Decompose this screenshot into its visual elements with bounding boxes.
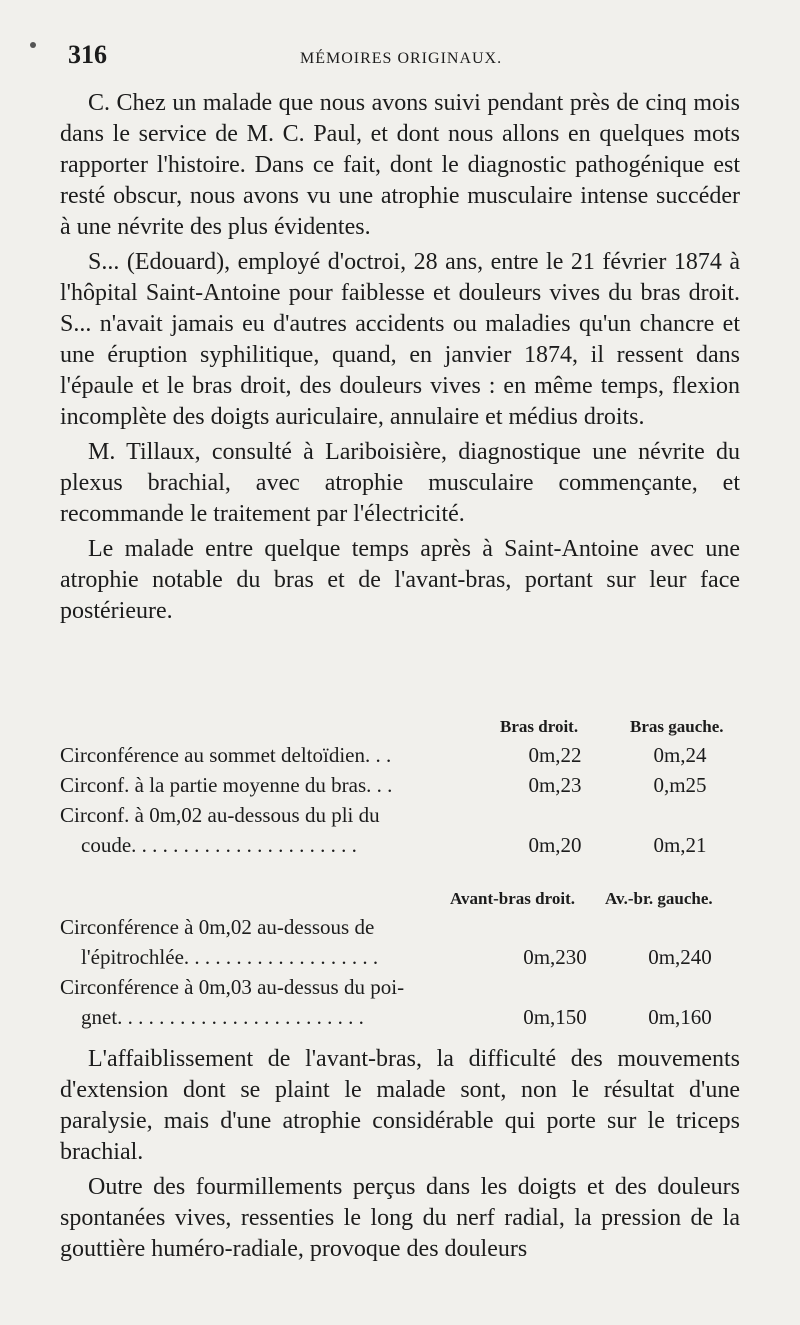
table-header <box>60 713 740 743</box>
column-header-left-forearm: Av.-br. gauche. <box>605 889 713 908</box>
table-row <box>60 743 740 773</box>
table-row <box>60 945 740 975</box>
table-row <box>60 1005 740 1035</box>
right-value: 0m,150 <box>523 1005 587 1029</box>
closing-text <box>60 1040 740 1265</box>
left-value: 0m,21 <box>653 833 707 857</box>
left-value: 0m,160 <box>648 1005 712 1029</box>
table-header <box>60 885 740 915</box>
paragraph: Outre des fourmillements perçus dans les doigts et des douleurs spontanées vives, ressenties le long du nerf radial, la pression de la gouttière huméro-radiale, provoque des douleurs <box>60 1174 740 1262</box>
left-value: 0,m25 <box>653 773 707 797</box>
column-header-right-forearm: Avant-bras droit. <box>450 889 575 908</box>
row-label: l'épitrochlée. . . . . . . . . . . . . . . . . . . <box>60 945 379 969</box>
row-label: Circonférence à 0m,02 au-dessous de <box>60 915 375 939</box>
table-row <box>60 833 740 863</box>
table-row <box>60 773 740 803</box>
table-row <box>60 975 740 1005</box>
page-number: 316 <box>68 40 107 69</box>
table-row <box>60 803 740 833</box>
column-header-right-arm: Bras droit. <box>500 717 579 736</box>
paragraph: L'affaiblissement de l'avant-bras, la difficulté des mouvements d'extension dont se plaint le malade sont, non le résultat d'une paralysie, mais d'une atrophie considérable qui porte sur le triceps brachial. <box>60 1046 740 1165</box>
forearm-measurements-table <box>60 885 740 1035</box>
right-value: 0m,23 <box>528 773 582 797</box>
paragraph: S... (Edouard), employé d'octroi, 28 ans, entre le 21 février 1874 à l'hôpital Saint-Antoine pour faiblesse et douleurs vives du bras droit. S... n'avait jamais eu d'autres accidents ou maladies qu'un chancre et une éruption syphilitique, quand, en janvier 1874, il ressent dans l'épaule et le bras droit, des douleurs vives : en même temps, flexion incomplète des doigts auriculaire, annulaire et médius droits. <box>60 249 740 430</box>
main-text <box>60 84 740 627</box>
page-header <box>68 40 740 76</box>
arm-measurements-table <box>60 713 740 863</box>
left-value: 0m,240 <box>648 945 712 969</box>
row-label: Circonférence à 0m,03 au-dessus du poi- <box>60 975 405 999</box>
right-value: 0m,22 <box>528 743 582 767</box>
margin-mark <box>30 42 36 48</box>
paragraph: C. Chez un malade que nous avons suivi pendant près de cinq mois dans le service de M. C. Paul, et dont nous allons en quelques mots rapporter l'histoire. Dans ce fait, dont le diagnostic pathogénique est resté obscur, nous avons vu une atrophie musculaire intense succéder à une névrite des plus évidentes. <box>60 90 740 240</box>
left-value: 0m,24 <box>653 743 707 767</box>
paragraph: Le malade entre quelque temps après à Saint-Antoine avec une atrophie notable du bras et de l'avant-bras, portant sur leur face postérieure. <box>60 536 740 624</box>
row-label: Circonf. à la partie moyenne du bras. . . <box>60 773 393 797</box>
table-row <box>60 915 740 945</box>
right-value: 0m,230 <box>523 945 587 969</box>
right-value: 0m,20 <box>528 833 582 857</box>
row-label: Circonférence au sommet deltoïdien. . . <box>60 743 392 767</box>
running-head: MÉMOIRES ORIGINAUX. <box>300 50 503 67</box>
row-label: Circonf. à 0m,02 au-dessous du pli du <box>60 803 380 827</box>
row-label: gnet. . . . . . . . . . . . . . . . . . . . . . . . <box>60 1005 364 1029</box>
column-header-left-arm: Bras gauche. <box>630 717 724 736</box>
row-label: coude. . . . . . . . . . . . . . . . . . . . . . <box>60 833 357 857</box>
paragraph: M. Tillaux, consulté à Lariboisière, diagnostique une névrite du plexus brachial, avec atrophie musculaire commençante, et recommande le traitement par l'électricité. <box>60 439 740 527</box>
